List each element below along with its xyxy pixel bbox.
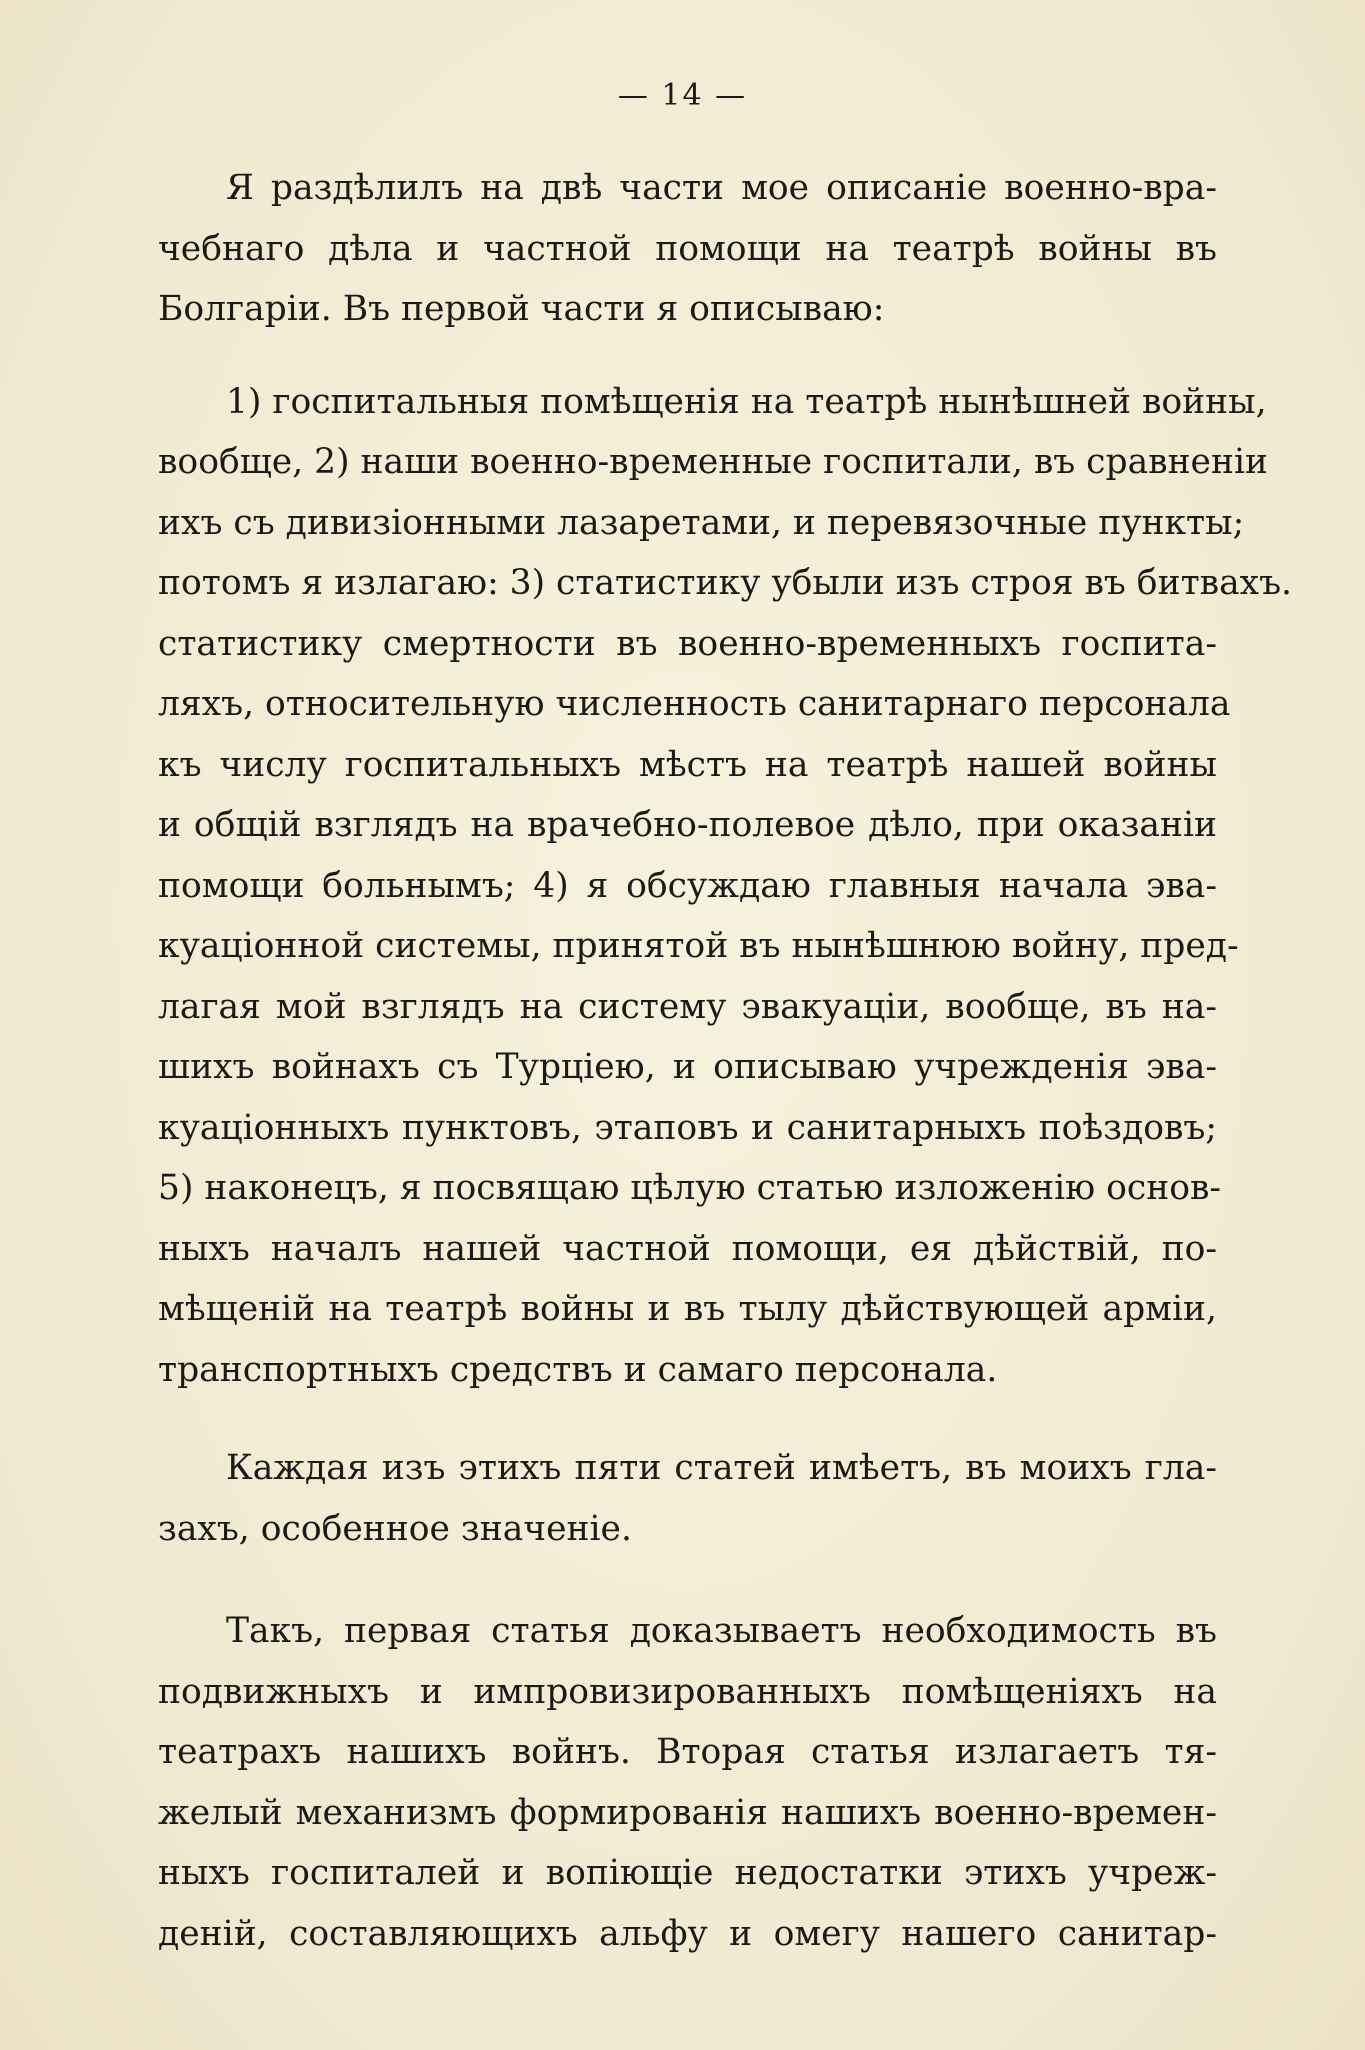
text-line: ляхъ, относительную численность санитарнаго персонала [158, 684, 1231, 724]
paragraph-1 [158, 158, 1217, 340]
paragraph-3 [158, 1438, 1217, 1559]
text-line: 5) наконецъ, я посвящаю цѣлую статью изложенію основ- [158, 1168, 1222, 1208]
text-line: мѣщеній на театрѣ войны и въ тылу дѣйствующей арміи, [158, 1289, 1217, 1329]
paragraph-2 [158, 372, 1293, 1401]
text-line: захъ, особенное значеніе. [158, 1508, 632, 1549]
text-line: ныхъ госпиталей и вопіющіе недостатки этихъ учреж- [158, 1853, 1217, 1893]
text-line: вообще, 2) наши военно-временные госпитали, въ сравненіи [158, 442, 1268, 482]
text-line: театрахъ нашихъ войнъ. Вторая статья излагаетъ тя- [158, 1732, 1217, 1772]
text-line: чебнаго дѣла и частной помощи на театрѣ войны въ [158, 228, 1217, 269]
text-line: Болгаріи. Въ первой части я описываю: [158, 289, 885, 329]
text-line: помощи больнымъ; 4) я обсуждаю главныя начала эва- [158, 865, 1217, 906]
text-line: къ числу госпитальныхъ мѣстъ на театрѣ нашей войны [158, 744, 1217, 785]
text-line: транспортныхъ средствъ и самаго персонала. [158, 1349, 998, 1390]
text-line: куаціонной системы, принятой въ нынѣшнюю войну, пред- [158, 926, 1239, 966]
text-line: 1) госпитальныя помѣщенія на театрѣ нынѣшней войны, [226, 381, 1267, 422]
text-line: Такъ, первая статья доказываетъ необходимость въ [226, 1611, 1217, 1651]
paragraph-4 [158, 1601, 1217, 1964]
text-line: шихъ войнахъ съ Турціею, и описываю учрежденія эва- [158, 1047, 1217, 1087]
page-number: — 14 — [617, 78, 748, 113]
text-line: ныхъ началъ нашей частной помощи, ея дѣйствій, по- [158, 1228, 1217, 1269]
text-line: ихъ съ дивизіонными лазаретами, и перевязочные пункты; [158, 502, 1245, 543]
text-line: и общій взглядъ на врачебно-полевое дѣло, при оказаніи [158, 805, 1217, 845]
text-line: Я раздѣлилъ на двѣ части мое описаніе военно-вра- [226, 168, 1217, 208]
text-line: деній, составляющихъ альфу и омегу нашего санитар- [158, 1913, 1217, 1954]
text-line: Каждая изъ этихъ пяти статей имѣетъ, въ моихъ гла- [226, 1448, 1217, 1488]
text-line: лагая мой взглядъ на систему эвакуаціи, вообще, въ на- [158, 986, 1217, 1027]
body-text [158, 158, 1293, 1964]
text-line: куаціонныхъ пунктовъ, этаповъ и санитарныхъ поѣздовъ; [158, 1107, 1217, 1148]
text-line: желый механизмъ формированія нашихъ военно-времен- [158, 1792, 1217, 1833]
text-line: статистику смертности въ военно-временныхъ госпита- [158, 623, 1217, 664]
text-line: подвижныхъ и импровизированныхъ помѣщеніяхъ на [158, 1671, 1217, 1712]
text-line: потомъ я излагаю: 3) статистику убыли изъ строя въ битвахъ. [158, 563, 1293, 603]
